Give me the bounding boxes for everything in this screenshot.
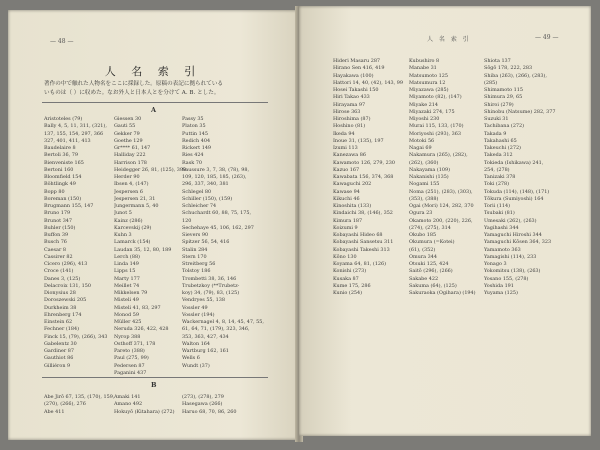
- index-entry: Redich 404: [182, 137, 211, 144]
- index-entry: Koizumi 9: [333, 224, 358, 231]
- index-entry: Junot 5: [114, 210, 132, 217]
- index-entry: Kikuchi 46: [333, 195, 360, 202]
- index-column-a2: [114, 116, 186, 377]
- index-entry: Nakamura (265), (282),: [409, 152, 468, 159]
- index-entry: (262), (360): [409, 159, 439, 166]
- index-entry: Sakuma (64), (125): [409, 282, 457, 289]
- index-entry: Yamagishi (114), 233: [484, 253, 537, 260]
- index-entry: Tolstoy 186: [182, 268, 211, 275]
- index-entry: Jungermann 5, 40: [114, 203, 159, 209]
- intro-line-1: 著作の中で触れた人物名をここに採録した。原稿の表記に拠られている: [44, 81, 224, 87]
- index-entry: Gauthiot 86: [44, 355, 74, 362]
- index-entry: Nakayama (109): [409, 166, 451, 173]
- index-entry: Manabe 31: [409, 65, 437, 72]
- index-entry: Rickert 149: [182, 145, 212, 151]
- index-entry: Ōkubo 185: [409, 232, 437, 238]
- index-entry: Miyazaki 274, 175: [409, 108, 455, 115]
- index-entry: Schlegel 80: [182, 188, 212, 195]
- index-entry: Wundt (37): [182, 362, 210, 369]
- index-entry: Sakuraoka (Ogihara) (194): [409, 290, 476, 296]
- index-entry: Kanezawa 86: [333, 152, 366, 159]
- index-entry: Lerch (88): [114, 253, 140, 260]
- index-entry: Kimura 187: [333, 217, 363, 224]
- index-entry: Miyake 214: [409, 101, 438, 108]
- index-entry: Hiroshima (87): [333, 116, 371, 122]
- index-entry: Gekker 79: [114, 130, 140, 137]
- index-entry: Suzuki 31: [484, 116, 509, 122]
- index-entry: Kubushiro 8: [409, 58, 440, 64]
- index-entry: Jespersen 6: [114, 188, 143, 195]
- index-entry: Marty 177: [114, 275, 140, 282]
- index-entry: 353, 363, 427, 434: [182, 333, 229, 340]
- index-entry: Schiller (150), (159): [182, 195, 233, 202]
- index-entry: Kawabata 156, 374, 368: [333, 174, 394, 180]
- index-entry: Hattori 14, 40, (42), 143, 99: [333, 79, 403, 86]
- index-entry: Tanizaki 378: [484, 174, 516, 180]
- index-entry: Jespersen 21, 31: [114, 195, 156, 202]
- index-entry: Böhtlingk 49: [44, 181, 76, 188]
- index-entry: Trubetzkoy (**Trubetz-: [182, 282, 240, 289]
- index-entry: Herder 90: [114, 174, 140, 180]
- index-column-b2: [114, 394, 175, 416]
- index-entry: Wartburg 162, 161: [182, 348, 229, 354]
- index-entry: Kobayashi Sansetsu 311: [333, 239, 394, 246]
- index-entry: Nyrop 388: [114, 333, 141, 340]
- index-entry: Kindaichi 38, (146), 352: [333, 210, 393, 217]
- index-entry: Nakanishi (135): [409, 174, 449, 180]
- index-entry: Kainz (286): [114, 217, 143, 224]
- index-entry: Misteli 41, 83, 297: [114, 304, 161, 311]
- index-entry: Ikeda 94: [333, 130, 355, 137]
- section-divider: [42, 377, 268, 378]
- index-entry: Gardiner 87: [44, 348, 75, 354]
- index-entry: Fechner (184): [44, 326, 79, 333]
- index-entry: Osthoff 371, 178: [114, 340, 156, 347]
- index-entry: Amano 492: [114, 401, 143, 408]
- index-entry: Aristoteles (79): [44, 116, 83, 122]
- index-entry: Sakabe 422: [409, 275, 439, 282]
- index-entry: Hasegawa (266): [182, 401, 223, 408]
- index-entry: Vossler 49: [182, 304, 208, 311]
- index-entry: Hayakawa (100): [333, 72, 374, 79]
- index-entry: Gr**** 61, 147: [114, 145, 151, 151]
- index-entry: Wells 6: [182, 355, 200, 362]
- index-entry: Hoshino (81): [333, 123, 366, 130]
- index-entry: Delacroix 131, 150: [44, 282, 91, 289]
- index-entry: Umesaki (262), (263): [484, 217, 537, 224]
- index-entry: Abe 411: [44, 408, 65, 415]
- index-entry: Inoue 31, (135), 197: [333, 137, 384, 144]
- index-entry: Nagai 69: [409, 145, 432, 151]
- index-entry: Walton 164: [182, 340, 211, 347]
- index-entry: Nogami 155: [409, 181, 440, 188]
- index-entry: Toki (278): [484, 181, 510, 188]
- index-entry: Karcevskij (29): [114, 224, 152, 231]
- index-entry: Tachibana (272): [484, 123, 525, 130]
- index-entry: Kobayashi Takeshi 313: [333, 246, 390, 253]
- index-entry: Platon 35: [182, 123, 206, 130]
- index-entry: Hokuyō (Kitahara) (272): [114, 408, 175, 415]
- index-entry: Tsubaki (81): [484, 210, 515, 217]
- intro-line-2: いものは（ ）に収めた。なお外人と日本人とを分けて A. B. とした。: [44, 90, 220, 96]
- index-entry: Brunot 347: [44, 217, 73, 224]
- index-entry: Kinoshita (133): [333, 203, 372, 209]
- index-entry: Takeuchi (272): [484, 145, 521, 151]
- index-entry: Okumura (=Kotei): [409, 239, 455, 246]
- index-entry: Ōmura 344: [409, 253, 437, 260]
- index-entry: (274), (275), 314: [409, 224, 451, 231]
- index-entry: Ibsen 4, (147): [114, 181, 149, 188]
- index-entry: Noma (251), (283), (303),: [409, 188, 473, 195]
- index-entry: Paul (275, 99): [114, 355, 149, 362]
- index-entry: Kunio (254): [333, 290, 363, 296]
- index-entry: Kazuo 167: [333, 166, 360, 173]
- index-entry: Schuchardt 60, 88, 75, 175,: [182, 210, 252, 217]
- index-entry: Bertoni 160: [44, 166, 74, 173]
- index-entry: Hirayama 97: [333, 101, 366, 108]
- section-b-heading: B: [151, 381, 157, 389]
- index-entry: Tokieda (Ishikawa) 241,: [484, 159, 544, 166]
- index-column-r1: [333, 58, 403, 297]
- index-entry: Danes 3, (125): [44, 275, 81, 282]
- left-page: [8, 10, 298, 440]
- index-entry: Koyama 64, 81, (126): [333, 261, 387, 267]
- index-entry: Kawamoto 126, 279, 230: [333, 159, 395, 166]
- index-entry: Vossler (194): [182, 311, 215, 318]
- index-entry: Kume 175, 286: [333, 282, 371, 289]
- index-entry: Müller 425: [114, 319, 142, 325]
- index-entry: Murai 115, 133, (170): [409, 123, 464, 130]
- index-entry: Torii (114): [484, 203, 510, 209]
- index-entry: (270), (266), 276: [44, 401, 86, 408]
- index-entry: Bruno 179: [44, 210, 71, 217]
- index-entry: Buhler (150): [44, 224, 76, 231]
- index-entry: Goethe 129: [114, 137, 143, 144]
- index-entry: Shimamoto 115: [484, 87, 523, 93]
- index-entry: Giessen 30: [114, 116, 142, 122]
- index-entry: Yosano 155, (278): [484, 275, 529, 282]
- index-entry: Shiba (263), (266), (283),: [484, 72, 547, 79]
- index-entry: Amaki 141: [114, 394, 141, 400]
- index-entry: Harrison 178: [114, 159, 147, 166]
- index-entry: Lipps 15: [114, 268, 136, 275]
- index-entry: Hirose 363: [333, 108, 361, 115]
- index-entry: Motoki 56: [409, 137, 435, 144]
- index-entry: Brugmann 155, 147: [44, 203, 94, 209]
- index-entry: Finck 15, (79), (266), 343: [44, 333, 108, 340]
- index-entry: Laudan 35, 12, 80, 189: [114, 246, 172, 253]
- index-entry: Trombetti 38, 36, 146: [182, 275, 237, 282]
- index-entry: Matsumura 12: [409, 79, 446, 86]
- index-entry: Dionysius 28: [44, 290, 76, 296]
- index-entry: Saitō (296), (266): [409, 268, 453, 275]
- index-entry: 109, 120, 185, 185, (263),: [182, 174, 247, 180]
- index-entry: Durkheim 38: [44, 304, 77, 311]
- index-entry: Schleicher 74: [182, 203, 217, 209]
- index-entry: Haruo 68, 70, 86, 260: [182, 408, 237, 415]
- index-entry: Rask 70: [182, 159, 202, 166]
- index-entry: Monod 59: [114, 311, 139, 318]
- index-entry: Streitberg 56: [182, 261, 216, 267]
- index-column-a1: [44, 116, 107, 370]
- index-entry: Bloomfield 154: [44, 174, 82, 180]
- index-entry: Yoshida 191: [484, 282, 514, 289]
- index-entry: Ōgai (Mori) 124, 282, 370: [409, 203, 474, 209]
- right-page: [299, 6, 591, 436]
- index-entry: Linda 149: [114, 261, 139, 267]
- section-a-heading: A: [151, 106, 157, 114]
- index-entry: 120: [182, 217, 192, 224]
- index-entry: Lamarck (154): [114, 239, 151, 246]
- index-entry: 327, 401, 411, 413: [44, 137, 91, 144]
- index-entry: Gabelentz 30: [44, 340, 77, 347]
- index-entry: Yonago 3: [484, 261, 507, 267]
- index-entry: Ogura 23: [409, 210, 433, 217]
- index-entry: Einstein 62: [44, 319, 73, 325]
- index-entry: Bopp 80: [44, 188, 65, 195]
- index-entry: Ries 424: [182, 152, 204, 159]
- index-entry: Sechehaye 45, 106, 162, 297: [182, 224, 254, 231]
- index-entry: Takahashi 65: [484, 137, 517, 144]
- index-entry: Bally 4, 5, 11, 311, (321),: [44, 123, 107, 130]
- index-entry: Pedersen 87: [114, 362, 145, 369]
- index-column-r2: [409, 58, 476, 297]
- index-column-a3: [182, 116, 264, 370]
- index-entry: Cassirer 82: [44, 253, 73, 260]
- index-entry: Vendryes 55, 138: [182, 297, 225, 304]
- index-entry: Gilliéron 9: [44, 362, 71, 369]
- index-entry: Kōno 130: [333, 253, 357, 260]
- index-entry: Yamamoto 363: [484, 246, 521, 253]
- index-entry: Kawaguchi 202: [333, 181, 372, 188]
- index-entry: Miyoshi 230: [409, 116, 440, 122]
- index-entry: Matsumoto 125: [409, 72, 448, 79]
- index-entry: (285): [484, 79, 498, 86]
- index-entry: Kusaka 87: [333, 275, 359, 282]
- index-entry: Mikkelsen 79: [114, 290, 148, 296]
- index-entry: 61, 64, 71, (179), 323, 346,: [182, 326, 250, 333]
- index-entry: Kawase 94: [333, 188, 360, 195]
- right-running-head: 人 名 索 引: [427, 36, 471, 43]
- index-entry: Paganini 437: [114, 369, 147, 376]
- index-entry: Gauti 55: [114, 123, 136, 130]
- index-entry: Heidegger 26, 81, (125), 399: [114, 166, 187, 173]
- index-entry: (61), (352): [409, 246, 436, 253]
- index-entry: 296, 337, 340, 381: [182, 181, 229, 188]
- index-entry: Shiota 137: [484, 58, 511, 64]
- left-page-number: — 48 —: [50, 38, 74, 45]
- index-entry: Ehrenberg 174: [44, 311, 82, 318]
- index-entry: Spitzer 56, 54, 416: [182, 239, 230, 246]
- index-entry: Wackernagel 4, 8, 14, 45, 47, 55,: [182, 319, 264, 325]
- index-intro: [44, 80, 270, 98]
- index-entry: Kobayashi Hideo 68: [333, 232, 383, 238]
- index-entry: Bienveniste 165: [44, 159, 84, 166]
- index-entry: Yamaguchi Kōsen 364, 323: [484, 239, 552, 246]
- index-entry: Yamaguchi Hiroshi 344: [484, 232, 542, 238]
- index-entry: Hosei Takashi 150: [333, 87, 379, 93]
- index-entry: Takada 9: [484, 130, 507, 137]
- index-entry: Yokomitsu (138), (263): [484, 268, 541, 275]
- index-entry: Boreman (150): [44, 195, 82, 202]
- index-entry: Hideri Masaru 287: [333, 58, 381, 64]
- index-column-b3: [182, 394, 237, 416]
- section-divider: [42, 102, 268, 103]
- index-entry: Yagihashi 344: [484, 224, 519, 231]
- index-entry: Saussure 3, 7, 38, (78), 98,: [182, 166, 250, 173]
- index-entry: Sievers 90: [182, 232, 209, 238]
- index-entry: Izumi 113: [333, 145, 358, 151]
- index-entry: Hiri Takao 433: [333, 94, 370, 101]
- index-entry: Baudelaire 8: [44, 145, 76, 151]
- index-entry: Neruda 326, 422, 428: [114, 326, 169, 333]
- index-entry: Halliday 222: [114, 152, 146, 159]
- index-entry: Kuhn 3: [114, 232, 132, 238]
- index-entry: Miyazawa (285): [409, 87, 449, 93]
- open-book: [8, 6, 594, 446]
- index-entry: Takeda 312: [484, 152, 513, 159]
- index-entry: Miyamoto (82), (147): [409, 94, 462, 101]
- index-entry: Stern 170: [182, 253, 207, 260]
- index-entry: (353), (388): [409, 195, 439, 202]
- index-entry: Konishi (273): [333, 268, 367, 275]
- index-entry: Shimura 29, 65: [484, 94, 523, 101]
- index-entry: Buffon 39: [44, 232, 69, 238]
- index-entry: Sōgō 178, 222, 283: [484, 65, 533, 72]
- index-entry: Moriyoshi (293), 363: [409, 130, 461, 137]
- index-entry: Caesar 8: [44, 246, 66, 253]
- index-entry: Misteli 49: [114, 297, 139, 304]
- index-entry: Tōkura (Sumiyoshi) 164: [484, 195, 544, 202]
- index-column-b1: [44, 394, 114, 416]
- index-entry: Shiroi (279): [484, 101, 514, 108]
- index-column-r3: [484, 58, 556, 297]
- index-entry: Pareto (388): [114, 348, 145, 354]
- index-entry: Croce (141): [44, 268, 74, 275]
- index-entry: Okamoto 200, (220), 226,: [409, 217, 473, 224]
- index-entry: Busch 76: [44, 239, 67, 246]
- index-entry: Stalin 284: [182, 246, 208, 253]
- index-entry: Bertoli 36, 79: [44, 152, 78, 159]
- index-title: 人 名 索 引: [104, 65, 202, 78]
- index-entry: Puttin 145: [182, 130, 208, 137]
- index-entry: 254, (278): [484, 166, 510, 173]
- index-entry: 137, 155, 154, 297, 366: [44, 130, 104, 137]
- index-entry: Hirano Sen 416, 419: [333, 65, 385, 72]
- index-entry: Passy 35: [182, 116, 204, 122]
- index-entry: (273), (278), 279: [182, 394, 224, 400]
- index-entry: koy) 34, (79), 83, (125): [182, 290, 240, 296]
- right-page-number: — 49 —: [535, 34, 559, 41]
- index-entry: Tokuda (114), (148), (171): [484, 188, 550, 195]
- index-entry: Ōtsuki 125, 424: [409, 261, 449, 267]
- index-entry: Yuyama (125): [484, 290, 518, 296]
- index-entry: Abe Jirō 67, 135, (170), 159,: [44, 394, 115, 400]
- index-entry: Doroszewski 205: [44, 297, 87, 304]
- index-entry: Cicero (296), 413: [44, 261, 88, 267]
- index-entry: Shinobu (Natsume) 282, 377: [484, 108, 556, 115]
- index-entry: Meillet 74: [114, 282, 140, 289]
